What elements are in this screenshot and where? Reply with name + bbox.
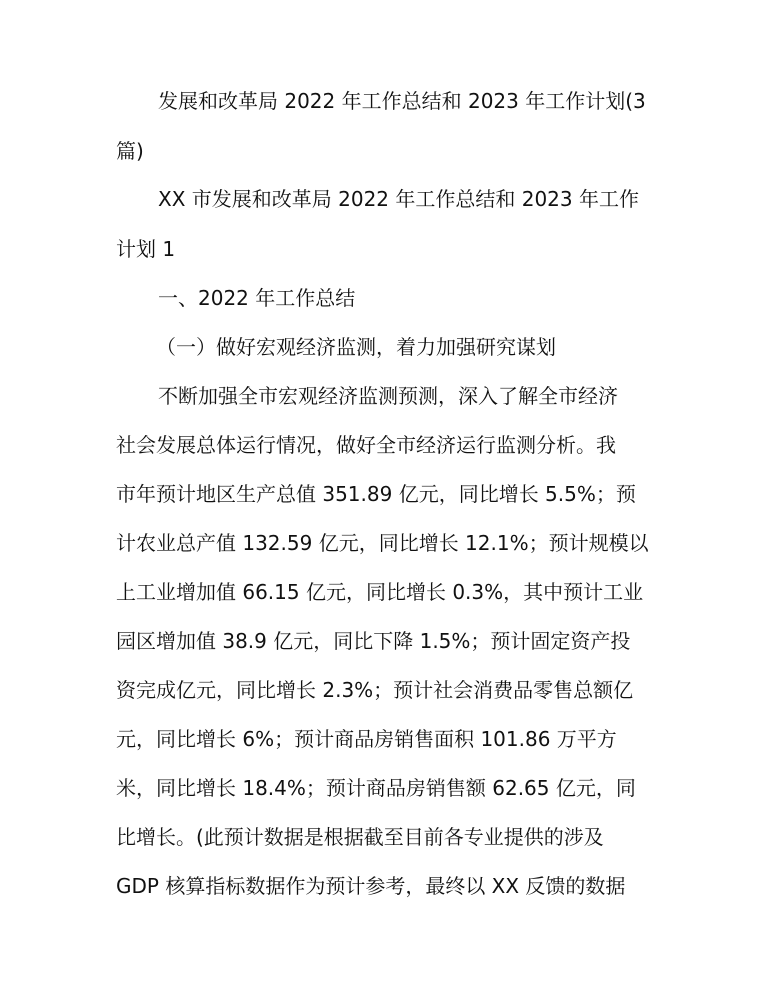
paragraph-line-8: 元，同比增长 6%；预计商品房销售面积 101.86 万平方 (116, 727, 617, 751)
paragraph-line-2: 社会发展总体运行情况，做好全市经济运行监测分析。我 (116, 433, 616, 457)
paragraph-line-10: 比增长。(此预计数据是根据截至目前各专业提供的涉及 (116, 825, 604, 849)
paragraph-line-7: 资完成亿元，同比增长 2.3%；预计社会消费品零售总额亿 (116, 678, 634, 702)
section-title-line-1: XX 市发展和改革局 2022 年工作总结和 2023 年工作 (158, 187, 639, 211)
paragraph-line-6: 园区增加值 38.9 亿元，同比下降 1.5%；预计固定资产投 (116, 629, 631, 653)
section-title-line-2: 计划 1 (116, 237, 176, 261)
paragraph-line-5: 上工业增加值 66.15 亿元，同比增长 0.3%，其中预计工业 (116, 580, 644, 604)
document-title-line-1: 发展和改革局 2022 年工作总结和 2023 年工作计划(3 (158, 89, 646, 113)
paragraph-line-3: 市年预计地区生产总值 351.89 亿元，同比增长 5.5%；预 (116, 482, 636, 506)
paragraph-line-11: GDP 核算指标数据作为预计参考，最终以 XX 反馈的数据 (116, 874, 626, 898)
heading-summary: 一、2022 年工作总结 (158, 286, 356, 310)
paragraph-line-1: 不断加强全市宏观经济监测预测，深入了解全市经济 (158, 384, 618, 408)
document-title-line-2: 篇) (116, 139, 144, 163)
paragraph-line-9: 米，同比增长 18.4%；预计商品房销售额 62.65 亿元，同 (116, 776, 636, 800)
subheading-monitoring: （一）做好宏观经济监测，着力加强研究谋划 (156, 335, 556, 359)
paragraph-line-4: 计农业总产值 132.59 亿元，同比增长 12.1%；预计规模以 (116, 531, 649, 555)
